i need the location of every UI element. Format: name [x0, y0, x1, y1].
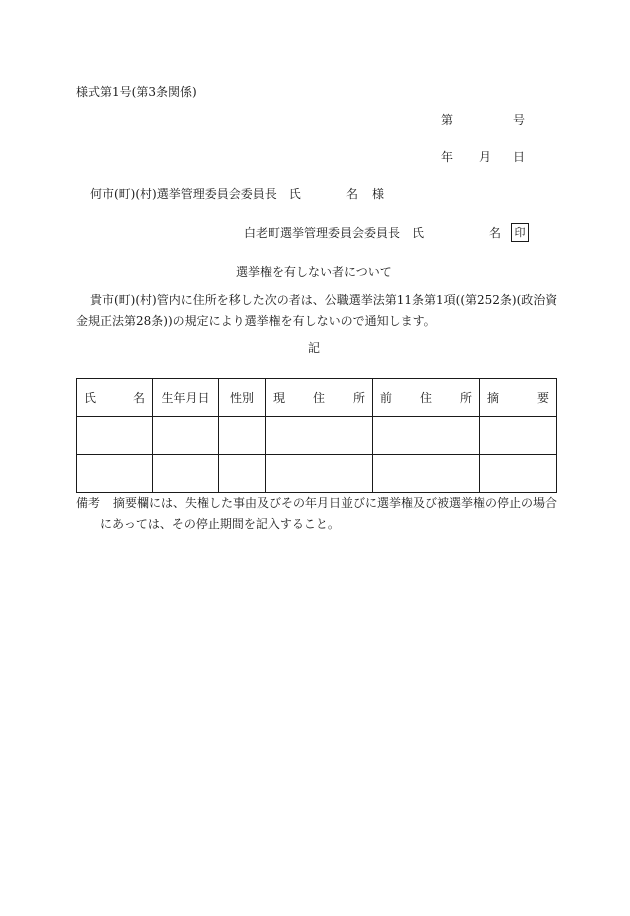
table-cell	[153, 455, 219, 493]
remarks-label: 備考	[76, 496, 101, 510]
table-cell	[219, 455, 266, 493]
document-number-suffix: 号	[513, 113, 526, 127]
table-cell	[480, 455, 557, 493]
table-cell	[153, 417, 219, 455]
addressee-name-char: 名	[346, 187, 359, 201]
header-remarks: 摘 要	[480, 379, 557, 417]
body-text-line-1: 貴市(町)(村)管内に住所を移した次の者は、公職選挙法第11条第1項((第252条)(政治資	[90, 293, 558, 307]
header-current-address: 現 住 所	[266, 379, 373, 417]
form-number: 様式第1号(第3条関係)	[76, 85, 197, 99]
table-row	[77, 417, 557, 455]
date-year-label: 年	[441, 150, 454, 164]
header-sex: 性別	[219, 379, 266, 417]
record-table	[76, 378, 557, 493]
remarks-text-line-2: にあっては、その停止期間を記入すること。	[100, 517, 340, 531]
date-day-label: 日	[513, 150, 526, 164]
table-cell	[480, 417, 557, 455]
table-cell	[373, 455, 480, 493]
ki-heading: 記	[308, 341, 321, 355]
header-name: 氏 名	[77, 379, 153, 417]
subject-heading: 選挙権を有しない者について	[236, 265, 392, 279]
table-cell	[77, 455, 153, 493]
date-month-label: 月	[479, 150, 492, 164]
body-text-line-2: 金規正法第28条))の規定により選挙権を有しないので通知します。	[76, 314, 436, 328]
seal-stamp-box: 印	[511, 223, 529, 242]
table-cell	[266, 455, 373, 493]
remarks-text-line-1: 摘要欄には、失権した事由及びその年月日並びに選挙権及び被選挙権の停止の場合	[113, 496, 558, 510]
document-number-prefix: 第	[441, 113, 454, 127]
table-cell	[266, 417, 373, 455]
table-row	[77, 455, 557, 493]
addressee-title: 何市(町)(村)選挙管理委員会委員長 氏	[90, 187, 301, 201]
sender-title: 白老町選挙管理委員会委員長 氏	[244, 226, 425, 240]
sender-name-char: 名	[489, 226, 502, 240]
table-cell	[373, 417, 480, 455]
table-header-row	[77, 379, 557, 417]
table-cell	[77, 417, 153, 455]
table-cell	[219, 417, 266, 455]
addressee-honorific: 様	[372, 187, 385, 201]
header-previous-address: 前 住 所	[373, 379, 480, 417]
header-birthdate: 生年月日	[153, 379, 219, 417]
